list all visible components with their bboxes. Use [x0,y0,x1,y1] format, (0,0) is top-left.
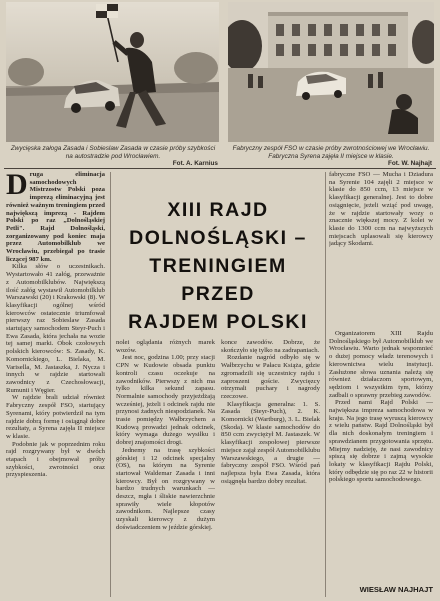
paragraph: Podobnie jak w poprzednim roku rajd rozgrywany był w dwóch etapach i obejmował próby szybkości, zwrotności oraz przyspieszenia. [6,440,105,479]
headline-line: PRZED [181,283,255,305]
column-divider [325,172,326,597]
paragraph: Klasyfikacja generalna: 1. S. Zasada (Steyr-Puch), 2. K. Komornicki (Wartburg), 3. L. Bielak (Skoda). W klasie samochodów do 850 ccm zwyciężył M. Jastaszek. W klasyfikacji zespołowej pierwsze miejsce zajął zespół Automobilklubu Warszawskiego, a drugie — fabryczny zespół FSO. Wśród pań najlepsza była Ewa Zasada, która osiągnęła bardzo dobry rezultat. [221,400,320,485]
paragraph: W rajdzie brali udział również Fabryczny zespół FSO, startujący Syrenami, który potwierdził na tym rajdzie dobrą formę i osiągnął dobre rezultaty, a Syrena zajęła II miejsce w klasie. [6,394,105,440]
paragraph: konce zawodów. Dobrze, że skończyło się tylko na zadrapaniach. [221,339,320,354]
paragraph: Jednemy na trasę szybkości górskiej i 12 odcinek specjalny (OS), na którym na Syrenie startował Waldemar Zasada i inni kierowcy. Był on rozgrywany w bardzo trudnych warunkach — deszcz, mgła i śliskie nawierzchnie sprawiły wiele kłopotów zawodnikom. Najlepsze czasy uzyskali kierowcy z dużym doświadczeniem w jeździe górskiej. [116,446,215,531]
headline-line: DOLNOŚLĄSKI – [129,227,307,249]
article-column-4-top [329,171,433,291]
article-column-4-bottom [329,330,433,575]
photo-caption-right [230,145,432,168]
caption-left-text: Zwycięska załoga Zasada i Sobieslaw Zasada w czasie próby szybkości na autostradzie pod Wrocławiem. [10,145,216,160]
photo-credit-right: Fot. W. Najhajt [387,160,432,168]
photo-caption-left [8,145,218,168]
column-divider [110,172,111,597]
lead-paragraph [6,171,105,263]
paragraph: fabryczne FSO — Mucha i Dziadura na Syrenie 104 zajęli 2 miejsce w klasie do 850 ccm, 13 miejsce w klasyfikacji generalnej. Jest to dobre osiągnięcie, jeżeli wziąć pod uwagę, że w rajdzie startowały wozy o znacznie większej mocy. Z kolei w klasie do 1300 ccm na najwyższych miejscach uplasowali się kierowcy jadący Skodami. [329,171,433,248]
article-column-2 [116,339,215,599]
paragraph: Przed nami Rajd Polski — największa impreza samochodowa w kraju. Na jego trasę wyruszą kierowcy z wielu państw. Rajd Dolnośląski był dla nich doskonałym treningiem i sprawdzianem przygotowania sprzętu. Miejmy nadzieję, że nasi zawodnicy spiszą się dobrze i zajmą wysokie lokaty w klasyfikacji Rajdu Polski, który odbędzie się po raz 22 w historii polskiego sportu samochodowego. [329,399,433,484]
lead-text: ruga eliminacja samochodowych Mistrzostw Polski poza imprezą eliminacyjną jest również ważnym treningiem przed największą imprezą - Rajdem Polski po raz „Dolnośląskiej Petli". Rajd Dolnośląski, zorganizowany pod koniec maja przez Automobilklub we Wrocławiu, przebiegał po trasie liczącej 987 km. [6,171,105,263]
article-column-3 [221,339,320,599]
headline [112,196,324,334]
paragraph: nolei oglądania różnych marek wozów. [116,339,215,354]
rally-photo-right [228,2,434,142]
paragraph: Organizatorem XIII Rajdu Dolnośląskiego był Automobilklub we Wrocławiu. Warto jednak wspomnieć o dużej pomocy władz terenowych i kierownictwa wielu instytucji. Zasłużone słowa uznania należą się również działaczom sportowym, sędziom i wszystkim tym, którzy zadbali o sprawny przebieg zawodów. [329,330,433,399]
drop-cap: D [6,171,28,201]
paragraph: Jest noc, godzina 1.00; przy stacji CPN w Kudowie obsada punktu kontroli czasu oczekuje na zawodników. Pierwszy z nich ma tylko kilka sekund zapasu. Normalnie samochody przyjeżdżają wcześniej, jeżeli i odcinek rajdu nie przynosi żadnych niespodzianek. Na trasie pomiędzy Wałbrzychem a Kudową prowadzi jednak odcinek, który wymaga dużego wysiłku i dobrej znajomości drogi. [116,354,215,447]
paragraph: Kilka słów o uczestnikach. Wystartowało 41 załóg, przeważnie z Automobilklubów. Największą ilość załóg wystawił Automobilklub Warszawski (20) i Krakowski (8). W klasyfikacji ogólnej wśród kierowców ostatecznie triumfował pierwszy raz Sobieslaw Zasada startujący samochodem Steyr-Puch i Ewa Zasada, która jechała na wozie tej samej marki. Obok czołowych polskich kierowców: S. Zasady, K. Komornickiego, L. Bielaka, M. Varisella, M. Jastaszka, J. Nycza i innych w rajdzie startowali zawodnicy z Czechosłowacji, Rumunii i Węgier. [6,263,105,394]
headline-line: XIII RAJD [167,199,269,221]
headline-line: RAJDEM POLSKI [128,311,308,333]
divider [4,168,436,169]
caption-right-text: Fabryczny zespół FSO w czasie próby zwrotnościowej we Wrocławiu. Fabryczna Syrena zajęła II miejsce w klasie. [232,145,430,160]
rally-photo-left [6,2,219,142]
photo-credit-left: Fot. A. Karnius [172,160,218,168]
article-column-1 [6,171,105,599]
author-signature: WIESŁAW NAJHAJT [359,585,433,594]
headline-line: TRENINGIEM [149,255,287,277]
paragraph: Rozdanie nagród odbyło się w Wałbrzychu w Pałacu Książa, gdzie zgromadzili się uczestnicy rajdu i zaproszeni goście. Zwycięzcy otrzymali puchary i nagrody rzeczowe. [221,354,320,400]
